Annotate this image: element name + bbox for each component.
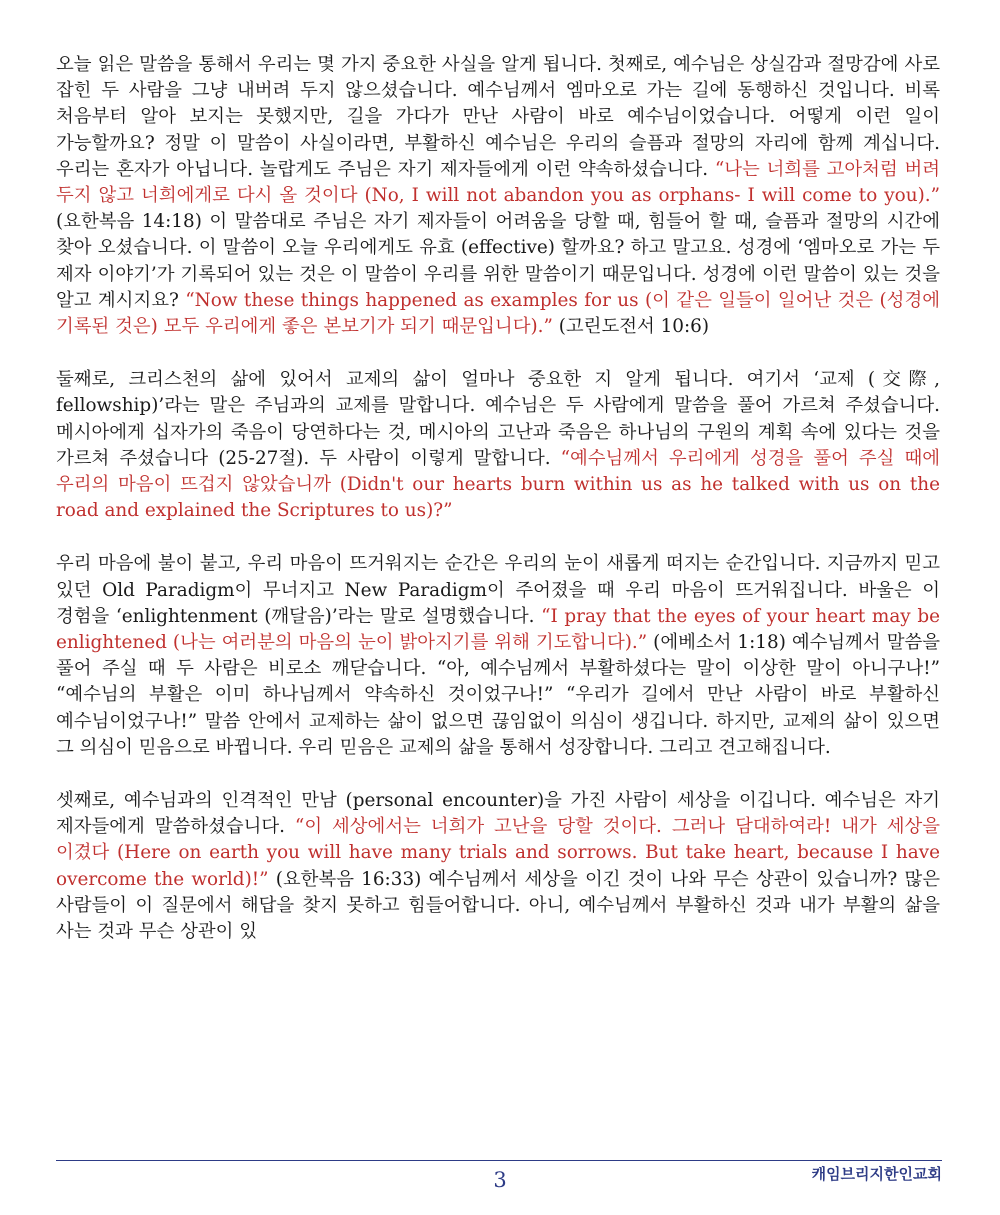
paragraph-1	[56, 52, 940, 340]
document-body	[56, 52, 940, 972]
church-name: 캐임브리지한인교회	[811, 1165, 942, 1183]
page-number: 3	[493, 1168, 507, 1192]
text-segment: 둘째로, 크리스천의 삶에 있어서 교제의 삶이 얼마나 중요한 지 알게 됩니다. 여기서 ‘교제 (交際, fellowship)’라는 말은 주님과의 교제를 말합니다. 예수님은 두 사람에게 말씀을 풀어 가르쳐 주셨습니다. 메시아에게 십자가의 죽음이 당연하다는 것, 메시아의 고난과 죽음은 하나님의 구원의 계획 속에 있다는 것을 가르쳐 주셨습니다 (25-27절). 두 사람이 이렇게 말합니다.	[56, 369, 940, 469]
scripture-quote: “예수님께서 우리에게 성경을 풀어 주실 때에 우리의 마음이 뜨겁지 않았습니까 (Didn't our hearts burn within us as he talked with us on the road and explained the Scriptures to us)?”	[56, 447, 940, 522]
scripture-quote: “I pray that the eyes of your heart may be enlightened (나는 여러분의 마음의 눈이 밝아지기를 위해 기도합니다).”	[56, 605, 940, 654]
text-segment: 오늘 읽은 말씀을 통해서 우리는 몇 가지 중요한 사실을 알게 됩니다. 첫째로, 예수님은 상실감과 절망감에 사로 잡힌 두 사람을 그냥 내버려 두지 않으셨습니다. 예수님께서 엠마오로 가는 길에 동행하신 것입니다. 비록 처음부터 알아 보지는 못했지만, 길을 가다가 만난 사람이 바로 예수님이었습니다. 어떻게 이런 일이 가능할까요? 정말 이 말씀이 사실이라면, 부활하신 예수님은 우리의 슬픔과 절망의 자리에 함께 계십니다. 우리는 혼자가 아닙니다. 놀랍게도 주님은 자기 제자들에게 이런 약속하셨습니다.	[56, 54, 940, 180]
text-segment: (요한복음 16:33) 예수님께서 세상을 이긴 것이 나와 무슨 상관이 있습니까? 많은 사람들이 이 질문에서 해답을 찾지 못하고 힘들어합니다. 아니, 예수님께서 부활하신 것과 내가 부활의 삶을 사는 것과 무슨 상관이 있	[56, 868, 940, 943]
text-segment: (요한복음 14:18) 이 말씀대로 주님은 자기 제자들이 어려움을 당할 때, 힘들어 할 때, 슬픔과 절망의 시간에 찾아 오셨습니다. 이 말씀이 오늘 우리에게도 유효 (effective) 할까요? 하고 말고요. 성경에 ‘엠마오로 가는 두 제자 이야기’가 기록되어 있는 것은 이 말씀이 우리를 위한 말씀이기 때문입니다. 성경에 이런 말씀이 있는 것을 알고 계시지요?	[56, 211, 940, 311]
text-segment: 셋째로, 예수님과의 인격적인 만남 (personal encounter)을 가진 사람이 세상을 이깁니다. 예수님은 자기 제자들에게 말씀하셨습니다.	[56, 790, 940, 838]
paragraph-4	[56, 788, 940, 945]
paragraph-3	[56, 551, 940, 761]
scripture-quote: “이 세상에서는 너희가 고난을 당할 것이다. 그러나 담대하여라! 내가 세상을 이겼다 (Here on earth you will have many trials and sorrows. But take heart, because I have overcome the world)!”	[56, 816, 940, 890]
footer-divider	[56, 1160, 942, 1161]
scripture-quote: “나는 너희를 고아처럼 버려 두지 않고 너희에게로 다시 올 것이다 (No, I will not abandon you as orphans- I will come to you).”	[56, 158, 941, 207]
text-segment: 우리 마음에 불이 붙고, 우리 마음이 뜨거워지는 순간은 우리의 눈이 새롭게 떠지는 순간입니다. 지금까지 믿고 있던 Old Paradigm이 무너지고 New Paradigm이 주어졌을 때 우리 마음이 뜨거워집니다. 바울은 이 경험을 ‘enlightenment (깨달음)’라는 말로 설명했습니다.	[56, 553, 940, 627]
paragraph-2	[56, 367, 940, 524]
scripture-quote: “Now these things happened as examples for us (이 같은 일들이 일어난 것은 (성경에 기록된 것은) 모두 우리에게 좋은 본보기가 되기 때문입니다).”	[56, 289, 940, 338]
text-segment: (에베소서 1:18) 예수님께서 말씀을 풀어 주실 때 두 사람은 비로소 깨닫습니다. “아, 예수님께서 부활하셨다는 말이 이상한 말이 아니구나!” “예수님의 부활은 이미 하나님께서 약속하신 것이었구나!” “우리가 길에서 만난 사람이 바로 부활하신 예수님이었구나!” 말씀 안에서 교제하는 삶이 없으면 끊임없이 의심이 생깁니다. 하지만, 교제의 삶이 있으면 그 의심이 믿음으로 바뀝니다. 우리 믿음은 교제의 삶을 통해서 성장합니다. 그리고 견고해집니다.	[56, 632, 940, 758]
text-segment: (고린도전서 10:6)	[552, 316, 710, 338]
